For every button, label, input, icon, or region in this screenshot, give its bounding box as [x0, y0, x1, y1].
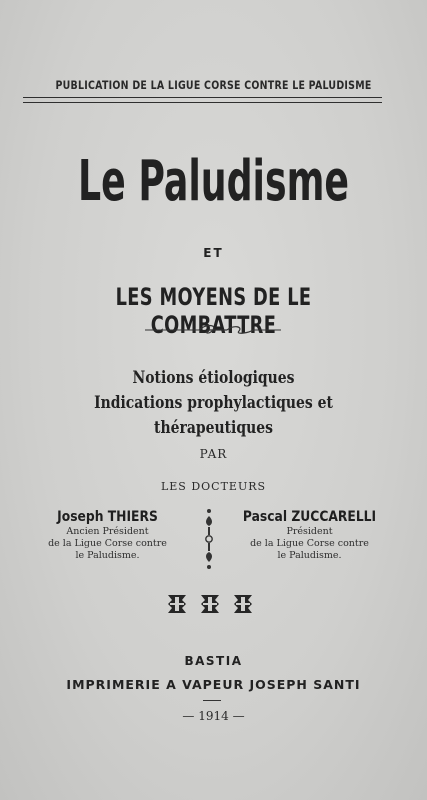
book-subtitle: LES MOYENS DE LE COMBATTRE	[115, 283, 312, 339]
ornament-glyph-2	[201, 595, 219, 613]
imprint-printer: IMPRIMERIE A VAPEUR JOSEPH SANTI	[66, 677, 361, 692]
imprint-rule	[203, 700, 221, 701]
notions-block	[38, 366, 388, 441]
author-role-line: Président	[286, 526, 333, 537]
author-name: Joseph THIERS	[57, 509, 158, 525]
author-role-line: le Paludisme.	[75, 550, 140, 561]
notions-line-1: Notions étiologiques	[132, 368, 295, 388]
author-role-line: le Paludisme.	[277, 550, 342, 561]
conjunction: ET	[203, 246, 224, 260]
author-thiers	[20, 508, 195, 562]
book-title: Le Paludisme	[78, 149, 349, 214]
ornament-glyph-3	[234, 595, 252, 613]
ornament-glyph-1	[168, 595, 186, 613]
par-label: PAR	[199, 447, 228, 461]
author-role-line: Ancien Président	[66, 526, 149, 537]
author-name: Pascal ZUCCARELLI	[242, 509, 377, 525]
vertical-ornament-divider	[202, 508, 216, 570]
printer-ornaments	[165, 592, 255, 616]
author-role-line: de la Ligue Corse contre	[250, 538, 369, 549]
author-zuccarelli	[222, 508, 397, 562]
docteurs-label: LES DOCTEURS	[160, 480, 267, 493]
imprint-year: — 1914 —	[182, 709, 245, 723]
imprint-city: BASTIA	[184, 654, 243, 668]
series-heading: PUBLICATION DE LA LIGUE CORSE CONTRE LE PALUDISME	[55, 78, 372, 92]
double-rule	[23, 97, 382, 103]
flourish-ornament	[143, 323, 283, 337]
author-role-line: de la Ligue Corse contre	[48, 538, 167, 549]
notions-line-2: Indications prophylactiques et thérapeutiques	[94, 393, 333, 438]
